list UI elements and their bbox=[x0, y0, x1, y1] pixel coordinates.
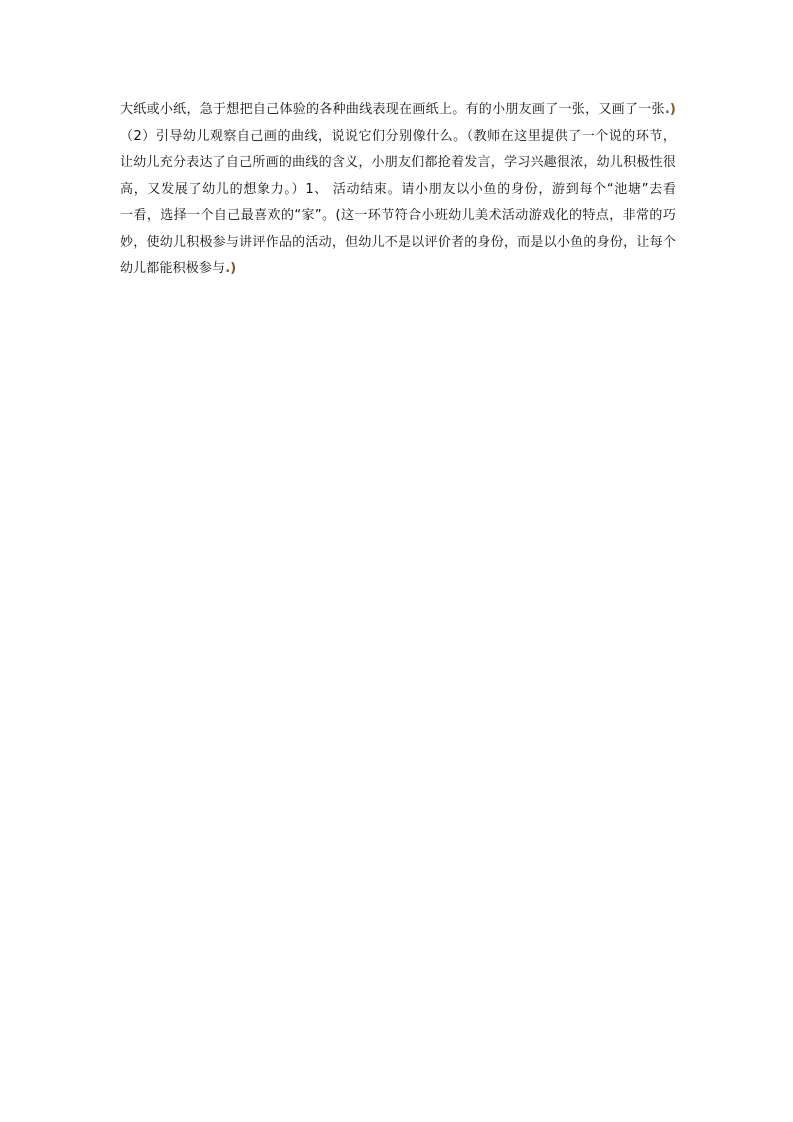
text-line-2: （2）引导幼儿观察自己画的曲线，说说它们分别像什么。（教师在这里提供了一个说的环节， bbox=[120, 128, 676, 144]
text-line-6: 妙，使幼儿积极参与讲评作品的活动，但幼儿不是以评价者的身份，而是以小鱼的身份，让每个 bbox=[120, 234, 676, 250]
body-paragraph bbox=[120, 97, 676, 283]
text-line-4: 高，又发展了幼儿的想象力。）1、 活动结束。请小朋友以小鱼的身份，游到每个“池塘”去看 bbox=[120, 181, 676, 197]
text-line-5: 一看，选择一个自己最喜欢的“家”。(这一环节符合小班幼儿美术活动游戏化的特点，非常的巧 bbox=[120, 208, 676, 223]
closing-punctuation: .) bbox=[225, 261, 237, 276]
text-line-1: 大纸或小纸，急于想把自己体验的各种曲线表现在画纸上。有的小朋友画了一张，又画了一张.) bbox=[120, 102, 676, 117]
text-line-7: 幼儿都能积极参与.) bbox=[120, 261, 237, 276]
closing-punctuation: .) bbox=[664, 102, 676, 117]
text-line-3: 让幼儿充分表达了自己所画的曲线的含义，小朋友们都抢着发言，学习兴趣很浓，幼儿积极性很 bbox=[120, 155, 676, 170]
